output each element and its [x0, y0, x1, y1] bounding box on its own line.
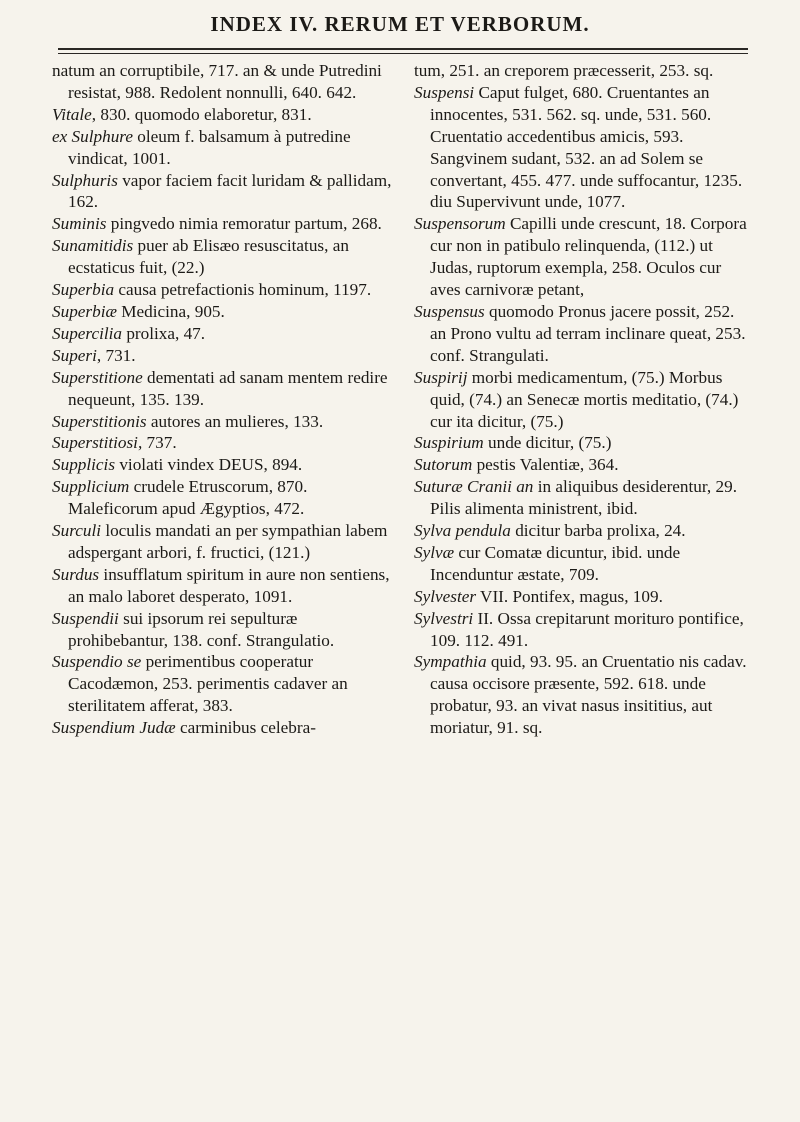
entry-text: quomodo Pronus jacere possit, 252. an Prono vultu ad terram inclinare queat, 253. conf. Strangulati. — [430, 301, 746, 365]
entry-headword: Superi — [52, 345, 97, 365]
index-entry — [52, 279, 392, 301]
index-entry — [52, 608, 392, 652]
entry-headword: Superstitione — [52, 367, 143, 387]
entry-text: dementati ad sanam mentem redire nequeunt, 135. 139. — [68, 367, 388, 409]
page-header: INDEX IV. RERUM ET VERBORUM. — [210, 12, 590, 36]
entry-text: loculis mandati an per sympathian labem adspergant arbori, f. fructici, (121.) — [68, 521, 388, 562]
index-entry — [52, 104, 392, 126]
entry-text: pingvedo nimia remoratur partum, 268. — [106, 214, 382, 234]
entry-headword: Suspendium Judæ — [52, 718, 176, 738]
header-rule — [58, 48, 748, 50]
index-entry — [414, 367, 754, 433]
entry-headword: Sympathia — [414, 652, 487, 672]
entry-text: unde dicitur, (75.) — [483, 433, 612, 453]
index-entry — [52, 651, 392, 717]
entry-headword: Suspensi — [414, 82, 475, 102]
index-entry — [52, 432, 392, 454]
entry-headword: ex Sulphure — [52, 126, 133, 146]
entry-text: puer ab Elisæo resuscitatus, an ecstaticus fuit, (22.) — [68, 236, 349, 278]
entry-text: Medicina, 905. — [116, 301, 225, 321]
entry-headword: Surculi — [52, 521, 102, 541]
entry-headword: Suturæ Cranii an — [414, 477, 534, 497]
entry-headword: Superbiæ — [52, 301, 117, 321]
entry-headword: Sunamitidis — [52, 236, 134, 256]
entry-text: prolixa, 47. — [122, 323, 206, 343]
index-entry — [52, 170, 392, 214]
index-entry — [52, 367, 392, 411]
entry-headword: Superstitionis — [52, 411, 147, 431]
entry-headword: Sylvester — [414, 586, 477, 606]
entry-text: morbi medicamentum, (75.) Morbus quid, (74.) an Senecæ mortis meditatio, (74.) cur ita dicitur, (75.) — [430, 367, 739, 431]
entry-text: , 731. — [96, 345, 136, 365]
entry-text: Caput fulget, 680. Cruentantes an innocentes, 531. 562. sq. unde, 531. 560. Cruentatio accedentibus amicis, 593. Sangvinem sudant, 532. an ad Solem se convertant, 455. 477. unde suffocantur, 1235. diu Supervivunt unde, 1077. — [430, 82, 743, 212]
index-entry — [52, 60, 392, 104]
index-entry — [52, 301, 392, 323]
index-entry — [414, 454, 754, 476]
header-rule-thin — [58, 53, 748, 54]
entry-text: dicitur barba prolixa, 24. — [510, 521, 686, 541]
left-column — [52, 60, 392, 739]
entry-headword: Vitale — [52, 104, 92, 124]
entry-headword: Sutorum — [414, 455, 473, 475]
entry-headword: Superstitiosi — [52, 433, 138, 453]
index-entry — [52, 213, 392, 235]
entry-text: causa petrefactionis hominum, 1197. — [114, 280, 372, 300]
entry-text: natum an corruptibile, 717. an & unde Putredini resistat, 988. Redolent nonnulli, 640. 642. — [52, 61, 382, 102]
entry-text: autores an mulieres, 133. — [146, 411, 324, 431]
entry-headword: Suspendii — [52, 608, 119, 628]
entry-headword: Sulphuris — [52, 170, 118, 190]
entry-headword: Suspendio se — [52, 652, 142, 672]
entry-headword: Sylvestri — [414, 608, 474, 628]
index-entry — [52, 323, 392, 345]
index-entry — [52, 411, 392, 433]
entry-text: VII. Pontifex, magus, 109. — [476, 586, 663, 606]
index-entry — [52, 126, 392, 170]
entry-text: tum, 251. an creporem præcesserit, 253. sq. — [414, 61, 714, 80]
index-entry — [52, 345, 392, 367]
entry-text: in aliquibus desiderentur, 29. Pilis alimenta ministrent, ibid. — [430, 477, 738, 519]
index-entry — [414, 542, 754, 586]
right-column — [414, 60, 754, 739]
entry-text: II. Ossa crepitarunt morituro pontifice, 109. 112. 491. — [430, 608, 744, 650]
entry-headword: Suspirium — [414, 433, 484, 453]
entry-headword: Sylvæ — [414, 542, 455, 562]
entry-text: carminibus celebra- — [175, 718, 316, 738]
entry-text: vapor faciem facit luridam & pallidam, 162. — [68, 170, 392, 212]
entry-headword: Sylva pendula — [414, 521, 511, 541]
index-entry — [414, 213, 754, 301]
entry-headword: Surdus — [52, 564, 100, 584]
index-entry — [52, 476, 392, 520]
entry-text: violati vindex DEUS, 894. — [115, 455, 303, 475]
entry-headword: Suminis — [52, 214, 107, 234]
entry-headword: Superbia — [52, 280, 115, 300]
entry-headword: Suspensorum — [414, 214, 506, 234]
entry-text: quid, 93. 95. an Cruentatio nis cadav. causa occisore præsente, 592. 618. unde probatur, 93. an vivat nasus insititius, aut moriatur, 91. sq. — [430, 652, 747, 738]
entry-text: oleum f. balsamum à putredine vindicat, 1001. — [68, 126, 351, 168]
entry-text: , 737. — [137, 433, 177, 453]
entry-headword: Supplicis — [52, 455, 116, 475]
index-entry — [414, 586, 754, 608]
index-entry — [414, 476, 754, 520]
index-entry — [52, 520, 392, 564]
entry-headword: Suspensus — [414, 301, 485, 321]
entry-text: , 830. quomodo elaboretur, 831. — [91, 104, 312, 124]
entry-text: pestis Valentiæ, 364. — [472, 455, 619, 475]
entry-text: crudele Etruscorum, 870. Maleficorum apud Ægyptios, 472. — [68, 477, 308, 519]
entry-headword: Suspirij — [414, 367, 468, 387]
index-entry — [414, 520, 754, 542]
entry-text: cur Comatæ dicuntur, ibid. unde Incenduntur æstate, 709. — [430, 542, 681, 584]
entry-headword: Supplicium — [52, 477, 130, 497]
index-entry — [414, 82, 754, 213]
index-entry — [52, 717, 392, 739]
entry-text: insufflatum spiritum in aure non sentiens, an malo laboret desperato, 1091. — [68, 564, 390, 606]
index-entry — [414, 608, 754, 652]
entry-text: perimentibus cooperatur Cacodæmon, 253. perimentis cadaver an sterilitatem afferat, 383. — [68, 652, 348, 716]
entry-text: Capilli unde crescunt, 18. Corpora cur non in patibulo relinquenda, (112.) ut Judas, ruptorum exempla, 258. Oculos cur aves carnivoræ petant, — [430, 214, 747, 300]
entry-headword: Supercilia — [52, 323, 123, 343]
index-entry — [414, 301, 754, 367]
index-entry — [414, 60, 754, 82]
index-entry — [414, 651, 754, 739]
index-entry — [52, 454, 392, 476]
index-entry — [414, 432, 754, 454]
entry-text: sui ipsorum rei sepulturæ prohibebantur, 138. conf. Strangulatio. — [68, 608, 335, 650]
index-entry — [52, 235, 392, 279]
index-entry — [52, 564, 392, 608]
